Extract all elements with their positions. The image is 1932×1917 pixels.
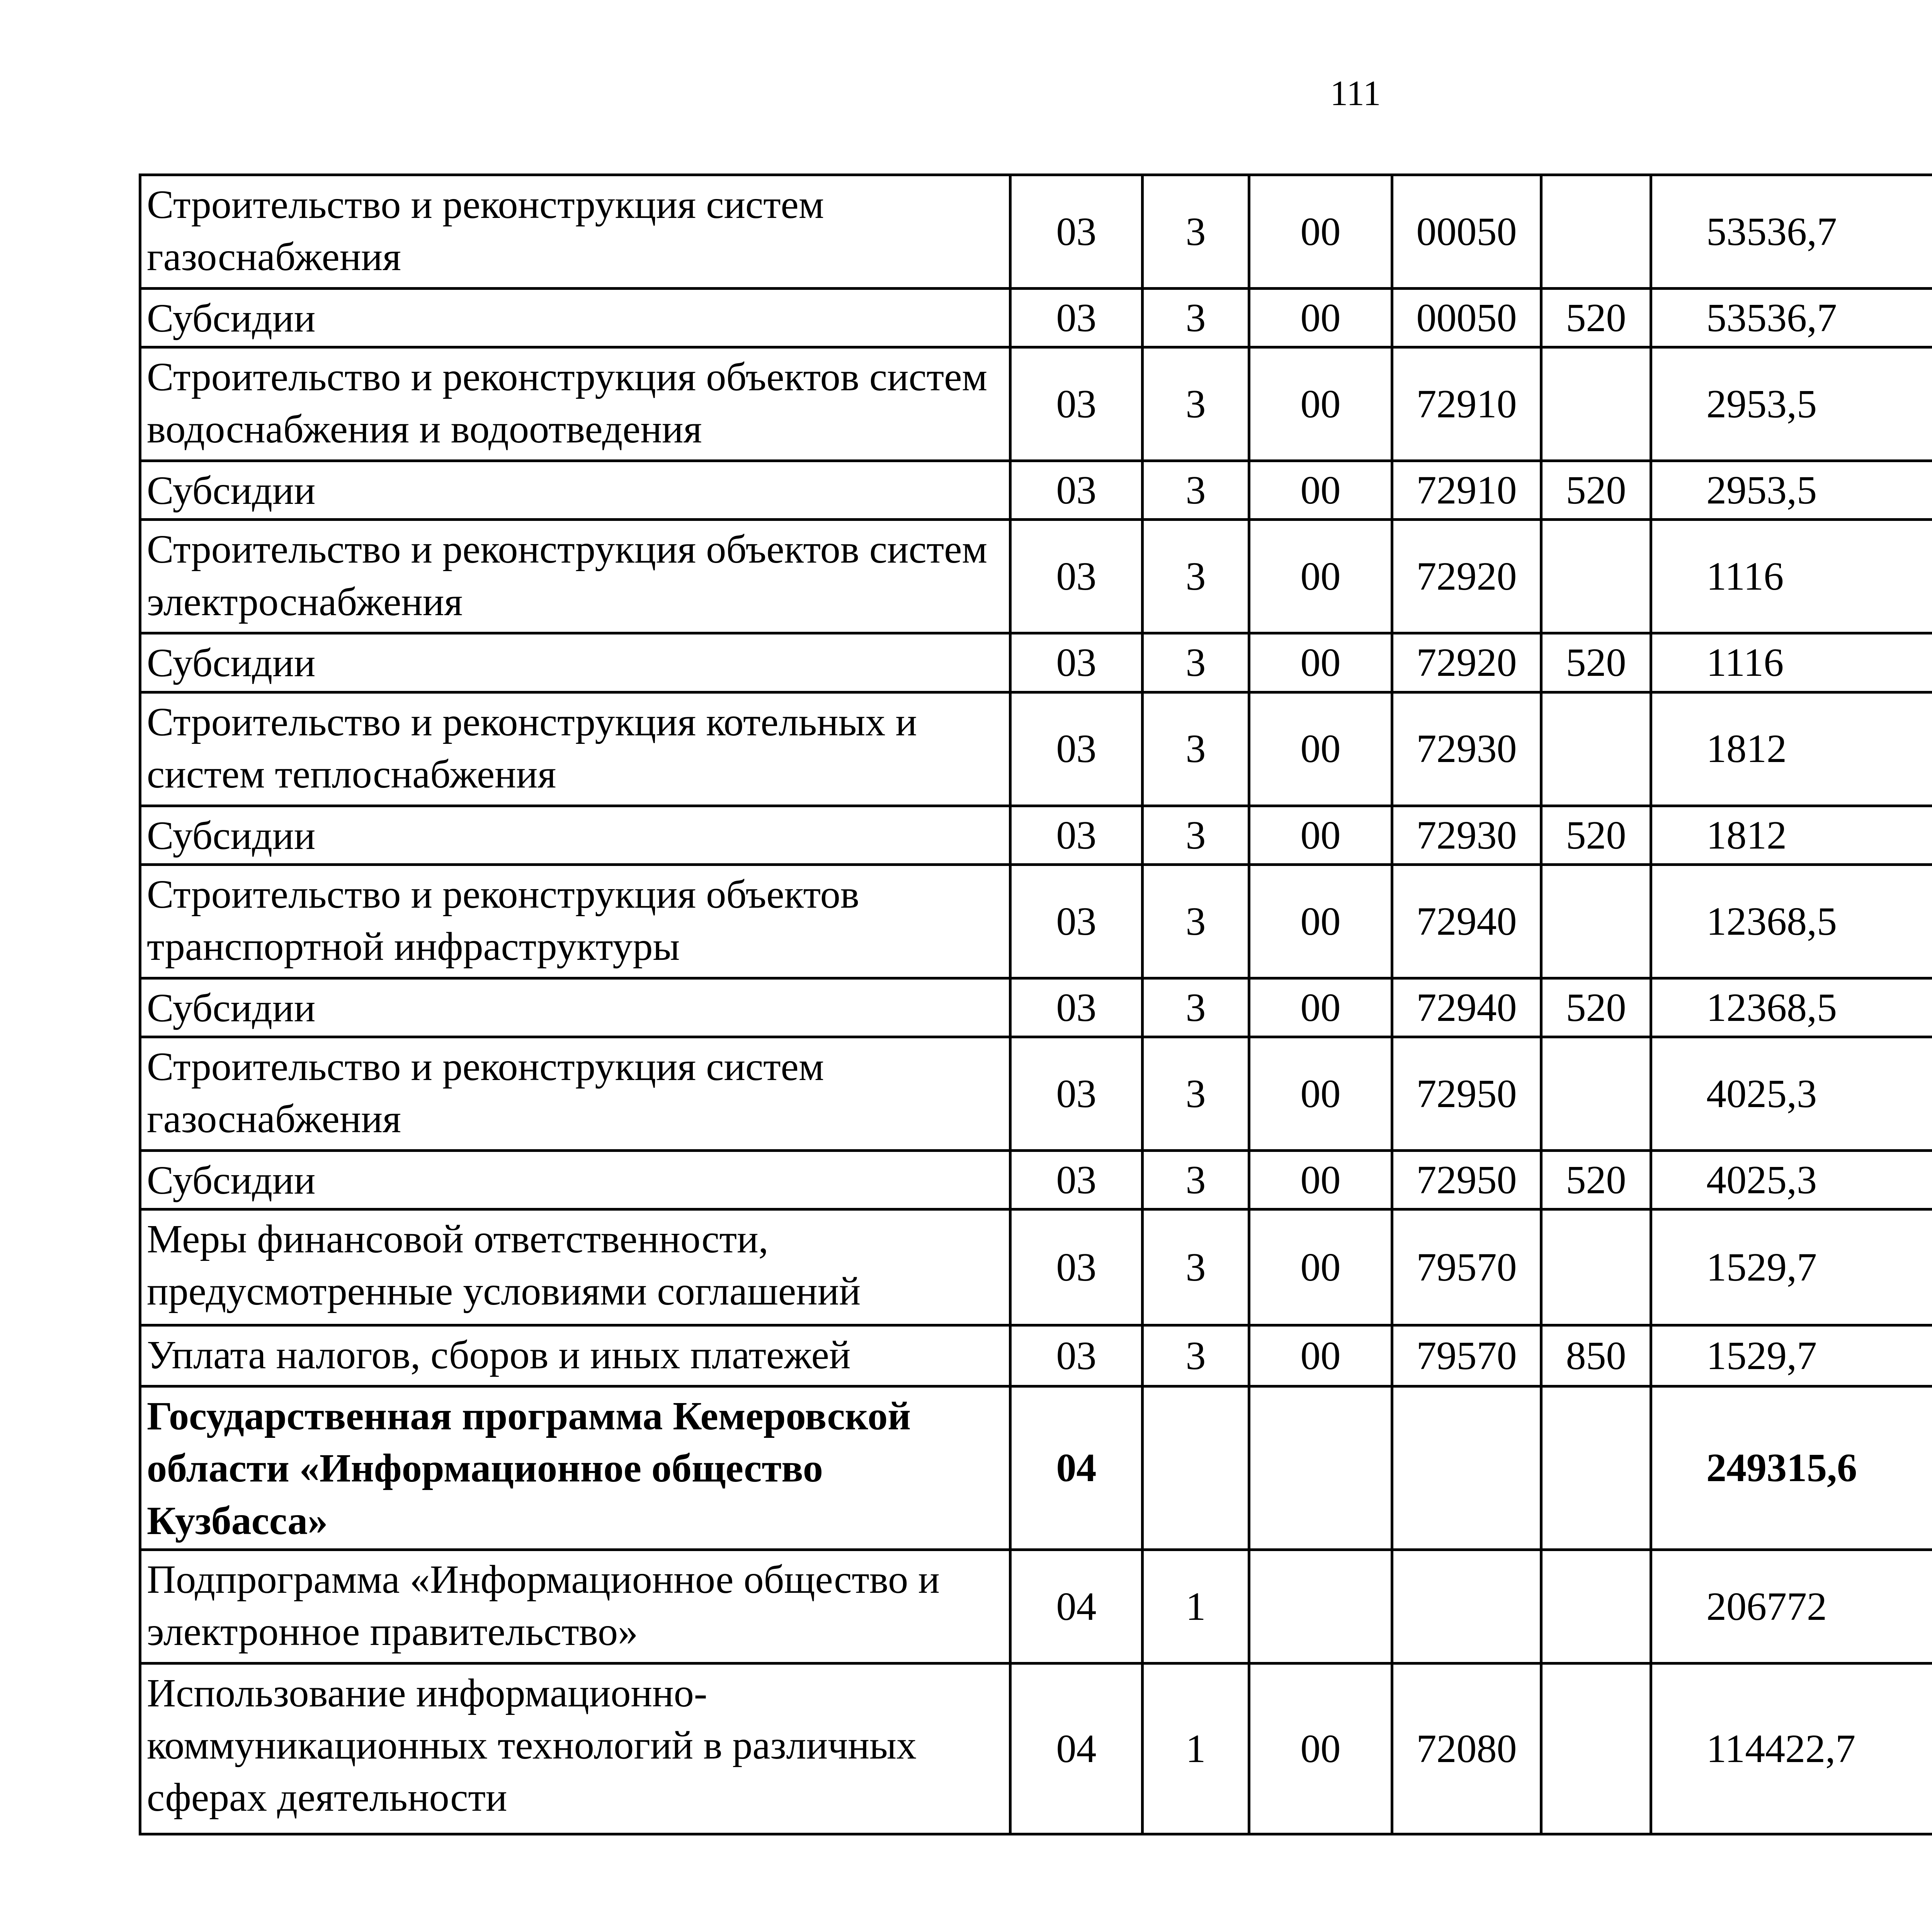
budget-table bbox=[139, 173, 1932, 1835]
subprogram-code: 3 bbox=[1143, 1325, 1249, 1386]
row-name: Субсидии bbox=[140, 461, 1010, 520]
program-code: 03 bbox=[1010, 1037, 1143, 1150]
direction-code: 00 bbox=[1249, 978, 1392, 1037]
program-code: 03 bbox=[1010, 175, 1143, 289]
direction-code: 00 bbox=[1249, 1325, 1392, 1386]
program-code: 03 bbox=[1010, 806, 1143, 864]
program-code: 03 bbox=[1010, 978, 1143, 1037]
amount-year-1: 2953,5 bbox=[1651, 461, 1932, 520]
row-name: Государственная программа Кемеровской области «Информационное общество Кузбасса» bbox=[140, 1386, 1010, 1550]
amount-year-1: 1529,7 bbox=[1651, 1209, 1932, 1325]
page-number: 111 bbox=[1330, 73, 1381, 113]
amount-year-1: 206772 bbox=[1651, 1550, 1932, 1663]
amount-year-1: 53536,7 bbox=[1651, 175, 1932, 289]
subprogram-code bbox=[1143, 1386, 1249, 1550]
row-name: Строительство и реконструкция объектов транспортной инфраструктуры bbox=[140, 864, 1010, 978]
amount-year-1: 1812 bbox=[1651, 692, 1932, 806]
subprogram-code: 1 bbox=[1143, 1663, 1249, 1834]
direction-code: 00 bbox=[1249, 175, 1392, 289]
row-name: Подпрограмма «Информационное общество и электронное правительство» bbox=[140, 1550, 1010, 1663]
row-name: Строительство и реконструкция систем газоснабжения bbox=[140, 175, 1010, 289]
article-code: 72950 bbox=[1392, 1150, 1541, 1209]
subprogram-code: 3 bbox=[1143, 806, 1249, 864]
program-code: 03 bbox=[1010, 1325, 1143, 1386]
expense-type-code: 520 bbox=[1541, 289, 1651, 347]
program-code: 03 bbox=[1010, 692, 1143, 806]
table-row bbox=[140, 1209, 1932, 1325]
subprogram-code: 3 bbox=[1143, 1209, 1249, 1325]
article-code: 72930 bbox=[1392, 692, 1541, 806]
table-row bbox=[140, 692, 1932, 806]
article-code: 72910 bbox=[1392, 347, 1541, 461]
table-row bbox=[140, 864, 1932, 978]
table-row bbox=[140, 1150, 1932, 1209]
direction-code: 00 bbox=[1249, 520, 1392, 633]
table-row bbox=[140, 175, 1932, 289]
expense-type-code bbox=[1541, 1037, 1651, 1150]
subprogram-code: 3 bbox=[1143, 1037, 1249, 1150]
direction-code: 00 bbox=[1249, 692, 1392, 806]
article-code: 72950 bbox=[1392, 1037, 1541, 1150]
amount-year-1: 4025,3 bbox=[1651, 1150, 1932, 1209]
article-code: 72920 bbox=[1392, 520, 1541, 633]
expense-type-code: 520 bbox=[1541, 633, 1651, 692]
row-name: Субсидии bbox=[140, 1150, 1010, 1209]
expense-type-code bbox=[1541, 1663, 1651, 1834]
amount-year-1: 1812 bbox=[1651, 806, 1932, 864]
article-code: 72940 bbox=[1392, 978, 1541, 1037]
table-row bbox=[140, 633, 1932, 692]
subprogram-code: 3 bbox=[1143, 692, 1249, 806]
program-code: 03 bbox=[1010, 347, 1143, 461]
amount-year-1: 12368,5 bbox=[1651, 864, 1932, 978]
program-code: 03 bbox=[1010, 633, 1143, 692]
direction-code: 00 bbox=[1249, 1037, 1392, 1150]
amount-year-1: 12368,5 bbox=[1651, 978, 1932, 1037]
amount-year-1: 1116 bbox=[1651, 520, 1932, 633]
article-code: 00050 bbox=[1392, 175, 1541, 289]
program-code: 03 bbox=[1010, 1209, 1143, 1325]
subprogram-code: 3 bbox=[1143, 520, 1249, 633]
table-row bbox=[140, 520, 1932, 633]
article-code bbox=[1392, 1386, 1541, 1550]
row-name: Субсидии bbox=[140, 806, 1010, 864]
expense-type-code bbox=[1541, 520, 1651, 633]
expense-type-code bbox=[1541, 347, 1651, 461]
article-code: 79570 bbox=[1392, 1325, 1541, 1386]
subprogram-code: 3 bbox=[1143, 347, 1249, 461]
amount-year-1: 53536,7 bbox=[1651, 289, 1932, 347]
direction-code bbox=[1249, 1550, 1392, 1663]
amount-year-1: 249315,6 bbox=[1651, 1386, 1932, 1550]
amount-year-1: 1529,7 bbox=[1651, 1325, 1932, 1386]
row-name: Уплата налогов, сборов и иных платежей bbox=[140, 1325, 1010, 1386]
program-code: 04 bbox=[1010, 1386, 1143, 1550]
program-code: 03 bbox=[1010, 1150, 1143, 1209]
amount-year-1: 4025,3 bbox=[1651, 1037, 1932, 1150]
expense-type-code: 520 bbox=[1541, 1150, 1651, 1209]
table-row bbox=[140, 978, 1932, 1037]
table-row bbox=[140, 1663, 1932, 1834]
article-code: 79570 bbox=[1392, 1209, 1541, 1325]
direction-code: 00 bbox=[1249, 1150, 1392, 1209]
direction-code: 00 bbox=[1249, 1209, 1392, 1325]
article-code bbox=[1392, 1550, 1541, 1663]
row-name: Строительство и реконструкция систем газоснабжения bbox=[140, 1037, 1010, 1150]
expense-type-code: 520 bbox=[1541, 978, 1651, 1037]
table-row bbox=[140, 289, 1932, 347]
budget-table-body bbox=[140, 175, 1932, 1834]
direction-code: 00 bbox=[1249, 347, 1392, 461]
direction-code: 00 bbox=[1249, 289, 1392, 347]
direction-code: 00 bbox=[1249, 633, 1392, 692]
subprogram-code: 3 bbox=[1143, 978, 1249, 1037]
subprogram-code: 3 bbox=[1143, 633, 1249, 692]
article-code: 72910 bbox=[1392, 461, 1541, 520]
table-row bbox=[140, 1386, 1932, 1550]
article-code: 72920 bbox=[1392, 633, 1541, 692]
expense-type-code bbox=[1541, 692, 1651, 806]
table-row bbox=[140, 461, 1932, 520]
direction-code: 00 bbox=[1249, 461, 1392, 520]
subprogram-code: 3 bbox=[1143, 864, 1249, 978]
direction-code: 00 bbox=[1249, 864, 1392, 978]
expense-type-code bbox=[1541, 175, 1651, 289]
direction-code: 00 bbox=[1249, 1663, 1392, 1834]
program-code: 04 bbox=[1010, 1550, 1143, 1663]
expense-type-code bbox=[1541, 864, 1651, 978]
expense-type-code: 850 bbox=[1541, 1325, 1651, 1386]
table-row bbox=[140, 1325, 1932, 1386]
row-name: Субсидии bbox=[140, 978, 1010, 1037]
program-code: 03 bbox=[1010, 520, 1143, 633]
table-row bbox=[140, 347, 1932, 461]
program-code: 04 bbox=[1010, 1663, 1143, 1834]
subprogram-code: 3 bbox=[1143, 1150, 1249, 1209]
row-name: Строительство и реконструкция объектов систем электроснабжения bbox=[140, 520, 1010, 633]
expense-type-code bbox=[1541, 1209, 1651, 1325]
program-code: 03 bbox=[1010, 461, 1143, 520]
amount-year-1: 1116 bbox=[1651, 633, 1932, 692]
article-code: 00050 bbox=[1392, 289, 1541, 347]
row-name: Использование информационно-коммуникационных технологий в различных сферах деятельности bbox=[140, 1663, 1010, 1834]
article-code: 72940 bbox=[1392, 864, 1541, 978]
subprogram-code: 3 bbox=[1143, 289, 1249, 347]
program-code: 03 bbox=[1010, 289, 1143, 347]
article-code: 72080 bbox=[1392, 1663, 1541, 1834]
direction-code: 00 bbox=[1249, 806, 1392, 864]
table-row bbox=[140, 1037, 1932, 1150]
row-name: Строительство и реконструкция котельных и систем теплоснабжения bbox=[140, 692, 1010, 806]
program-code: 03 bbox=[1010, 864, 1143, 978]
subprogram-code: 3 bbox=[1143, 461, 1249, 520]
row-name: Строительство и реконструкция объектов систем водоснабжения и водоотведения bbox=[140, 347, 1010, 461]
article-code: 72930 bbox=[1392, 806, 1541, 864]
row-name: Субсидии bbox=[140, 633, 1010, 692]
direction-code bbox=[1249, 1386, 1392, 1550]
expense-type-code bbox=[1541, 1550, 1651, 1663]
row-name: Меры финансовой ответственности, предусмотренные условиями соглашений bbox=[140, 1209, 1010, 1325]
subprogram-code: 3 bbox=[1143, 175, 1249, 289]
expense-type-code: 520 bbox=[1541, 461, 1651, 520]
amount-year-1: 114422,7 bbox=[1651, 1663, 1932, 1834]
expense-type-code: 520 bbox=[1541, 806, 1651, 864]
row-name: Субсидии bbox=[140, 289, 1010, 347]
table-row bbox=[140, 806, 1932, 864]
table-row bbox=[140, 1550, 1932, 1663]
expense-type-code bbox=[1541, 1386, 1651, 1550]
subprogram-code: 1 bbox=[1143, 1550, 1249, 1663]
amount-year-1: 2953,5 bbox=[1651, 347, 1932, 461]
